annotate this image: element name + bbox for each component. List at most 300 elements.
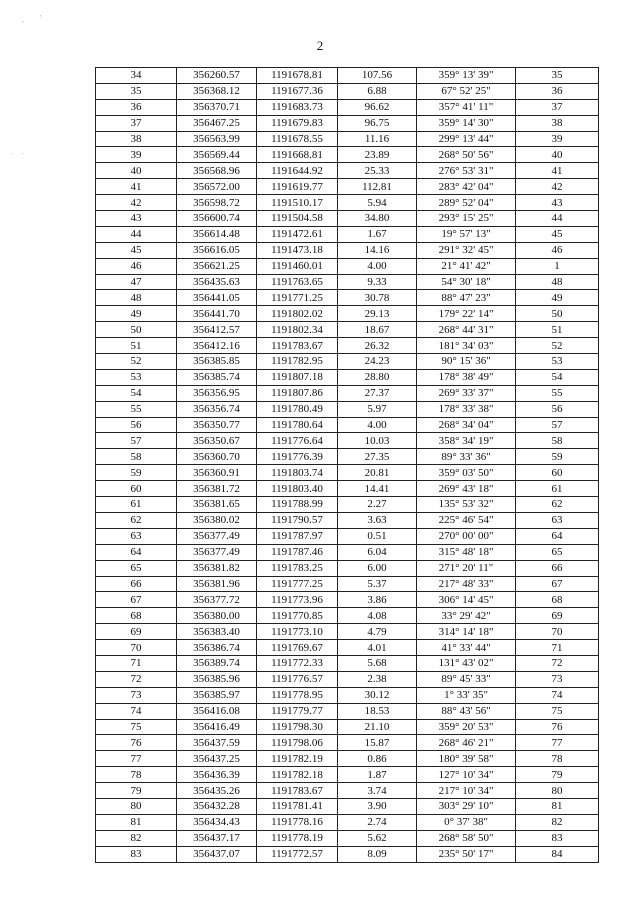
- bearing-cell: 89° 45' 33": [417, 671, 516, 687]
- table-row: [96, 163, 599, 179]
- bearing-cell: 269° 43' 18": [417, 481, 516, 497]
- y-coordinate-cell: 1191778.19: [257, 830, 338, 846]
- point-number-cell: 75: [96, 719, 177, 735]
- next-point-cell: 74: [516, 687, 599, 703]
- y-coordinate-cell: 1191776.57: [257, 671, 338, 687]
- distance-cell: 3.86: [338, 592, 417, 608]
- point-number-cell: 37: [96, 115, 177, 131]
- point-number-cell: 43: [96, 211, 177, 227]
- y-coordinate-cell: 1191798.30: [257, 719, 338, 735]
- y-coordinate-cell: 1191780.49: [257, 401, 338, 417]
- distance-cell: 4.08: [338, 608, 417, 624]
- y-coordinate-cell: 1191807.86: [257, 385, 338, 401]
- distance-cell: 26.32: [338, 338, 417, 354]
- table-row: [96, 814, 599, 830]
- next-point-cell: 45: [516, 226, 599, 242]
- next-point-cell: 37: [516, 99, 599, 115]
- x-coordinate-cell: 356569.44: [177, 147, 257, 163]
- table-row: [96, 179, 599, 195]
- table-row: [96, 449, 599, 465]
- y-coordinate-cell: 1191802.34: [257, 322, 338, 338]
- distance-cell: 2.38: [338, 671, 417, 687]
- bearing-cell: 33° 29' 42": [417, 608, 516, 624]
- y-coordinate-cell: 1191769.67: [257, 640, 338, 656]
- distance-cell: 29.13: [338, 306, 417, 322]
- y-coordinate-cell: 1191772.33: [257, 655, 338, 671]
- next-point-cell: 50: [516, 306, 599, 322]
- next-point-cell: 38: [516, 115, 599, 131]
- point-number-cell: 41: [96, 179, 177, 195]
- distance-cell: 3.74: [338, 783, 417, 799]
- bearing-cell: 131° 43' 02": [417, 655, 516, 671]
- point-number-cell: 44: [96, 226, 177, 242]
- y-coordinate-cell: 1191763.65: [257, 274, 338, 290]
- bearing-cell: 19° 57' 13": [417, 226, 516, 242]
- distance-cell: 18.67: [338, 322, 417, 338]
- point-number-cell: 50: [96, 322, 177, 338]
- table-row: [96, 719, 599, 735]
- x-coordinate-cell: 356377.49: [177, 528, 257, 544]
- table-row: [96, 624, 599, 640]
- point-number-cell: 64: [96, 544, 177, 560]
- next-point-cell: 41: [516, 163, 599, 179]
- bearing-cell: 41° 33' 44": [417, 640, 516, 656]
- point-number-cell: 80: [96, 798, 177, 814]
- point-number-cell: 56: [96, 417, 177, 433]
- x-coordinate-cell: 356568.96: [177, 163, 257, 179]
- next-point-cell: 1: [516, 258, 599, 274]
- bearing-cell: 299° 13' 44": [417, 131, 516, 147]
- table-row: [96, 115, 599, 131]
- bearing-cell: 291° 32' 45": [417, 242, 516, 258]
- y-coordinate-cell: 1191790.57: [257, 512, 338, 528]
- bearing-cell: 179° 22' 14": [417, 306, 516, 322]
- x-coordinate-cell: 356381.72: [177, 481, 257, 497]
- distance-cell: 15.87: [338, 735, 417, 751]
- bearing-cell: 270° 00' 00": [417, 528, 516, 544]
- bearing-cell: 359° 14' 30": [417, 115, 516, 131]
- point-number-cell: 79: [96, 783, 177, 799]
- y-coordinate-cell: 1191783.25: [257, 560, 338, 576]
- y-coordinate-cell: 1191644.92: [257, 163, 338, 179]
- margin-mark: ,: [22, 16, 24, 24]
- distance-cell: 6.88: [338, 83, 417, 99]
- distance-cell: 34.80: [338, 211, 417, 227]
- distance-cell: 10.03: [338, 433, 417, 449]
- x-coordinate-cell: 356441.05: [177, 290, 257, 306]
- point-number-cell: 35: [96, 83, 177, 99]
- point-number-cell: 67: [96, 592, 177, 608]
- x-coordinate-cell: 356437.59: [177, 735, 257, 751]
- x-coordinate-cell: 356616.05: [177, 242, 257, 258]
- y-coordinate-cell: 1191788.99: [257, 497, 338, 513]
- y-coordinate-cell: 1191803.74: [257, 465, 338, 481]
- y-coordinate-cell: 1191787.46: [257, 544, 338, 560]
- table-row: [96, 751, 599, 767]
- x-coordinate-cell: 356437.17: [177, 830, 257, 846]
- table-row: [96, 68, 599, 84]
- table-row: [96, 306, 599, 322]
- table-row: [96, 99, 599, 115]
- distance-cell: 24.23: [338, 354, 417, 370]
- next-point-cell: 44: [516, 211, 599, 227]
- x-coordinate-cell: 356412.16: [177, 338, 257, 354]
- next-point-cell: 73: [516, 671, 599, 687]
- bearing-cell: 293° 15' 25": [417, 211, 516, 227]
- point-number-cell: 81: [96, 814, 177, 830]
- bearing-cell: 178° 38' 49": [417, 369, 516, 385]
- table-row: [96, 338, 599, 354]
- x-coordinate-cell: 356380.02: [177, 512, 257, 528]
- next-point-cell: 79: [516, 767, 599, 783]
- point-number-cell: 74: [96, 703, 177, 719]
- x-coordinate-cell: 356572.00: [177, 179, 257, 195]
- distance-cell: 20.81: [338, 465, 417, 481]
- table-row: [96, 433, 599, 449]
- bearing-cell: 289° 52' 04": [417, 195, 516, 211]
- y-coordinate-cell: 1191776.64: [257, 433, 338, 449]
- distance-cell: 5.94: [338, 195, 417, 211]
- distance-cell: 4.79: [338, 624, 417, 640]
- bearing-cell: 268° 46' 21": [417, 735, 516, 751]
- point-number-cell: 57: [96, 433, 177, 449]
- next-point-cell: 64: [516, 528, 599, 544]
- y-coordinate-cell: 1191619.77: [257, 179, 338, 195]
- bearing-cell: 271° 20' 11": [417, 560, 516, 576]
- table-row: [96, 465, 599, 481]
- y-coordinate-cell: 1191504.58: [257, 211, 338, 227]
- x-coordinate-cell: 356598.72: [177, 195, 257, 211]
- x-coordinate-cell: 356385.85: [177, 354, 257, 370]
- point-number-cell: 46: [96, 258, 177, 274]
- bearing-cell: 88° 47' 23": [417, 290, 516, 306]
- bearing-cell: 88° 43' 56": [417, 703, 516, 719]
- x-coordinate-cell: 356416.49: [177, 719, 257, 735]
- y-coordinate-cell: 1191510.17: [257, 195, 338, 211]
- y-coordinate-cell: 1191787.97: [257, 528, 338, 544]
- next-point-cell: 61: [516, 481, 599, 497]
- y-coordinate-cell: 1191460.01: [257, 258, 338, 274]
- point-number-cell: 40: [96, 163, 177, 179]
- point-number-cell: 66: [96, 576, 177, 592]
- bearing-cell: 268° 50' 56": [417, 147, 516, 163]
- next-point-cell: 78: [516, 751, 599, 767]
- next-point-cell: 60: [516, 465, 599, 481]
- next-point-cell: 63: [516, 512, 599, 528]
- next-point-cell: 77: [516, 735, 599, 751]
- bearing-cell: 0° 37' 38": [417, 814, 516, 830]
- point-number-cell: 61: [96, 497, 177, 513]
- bearing-cell: 357° 41' 11": [417, 99, 516, 115]
- next-point-cell: 72: [516, 655, 599, 671]
- next-point-cell: 36: [516, 83, 599, 99]
- y-coordinate-cell: 1191677.36: [257, 83, 338, 99]
- point-number-cell: 60: [96, 481, 177, 497]
- distance-cell: 6.04: [338, 544, 417, 560]
- table-row: [96, 655, 599, 671]
- next-point-cell: 68: [516, 592, 599, 608]
- bearing-cell: 306° 14' 45": [417, 592, 516, 608]
- distance-cell: 8.09: [338, 846, 417, 862]
- x-coordinate-cell: 356386.74: [177, 640, 257, 656]
- y-coordinate-cell: 1191772.57: [257, 846, 338, 862]
- point-number-cell: 34: [96, 68, 177, 84]
- point-number-cell: 77: [96, 751, 177, 767]
- x-coordinate-cell: 356621.25: [177, 258, 257, 274]
- next-point-cell: 42: [516, 179, 599, 195]
- table-row: [96, 417, 599, 433]
- point-number-cell: 70: [96, 640, 177, 656]
- next-point-cell: 40: [516, 147, 599, 163]
- next-point-cell: 62: [516, 497, 599, 513]
- table-row: [96, 195, 599, 211]
- y-coordinate-cell: 1191803.40: [257, 481, 338, 497]
- table-row: [96, 528, 599, 544]
- y-coordinate-cell: 1191802.02: [257, 306, 338, 322]
- point-number-cell: 82: [96, 830, 177, 846]
- x-coordinate-cell: 356385.96: [177, 671, 257, 687]
- x-coordinate-cell: 356435.63: [177, 274, 257, 290]
- distance-cell: 5.97: [338, 401, 417, 417]
- y-coordinate-cell: 1191798.06: [257, 735, 338, 751]
- bearing-cell: 359° 03' 50": [417, 465, 516, 481]
- next-point-cell: 59: [516, 449, 599, 465]
- next-point-cell: 48: [516, 274, 599, 290]
- margin-mark: ': [40, 14, 42, 22]
- page-number: 2: [316, 38, 324, 53]
- x-coordinate-cell: 356563.99: [177, 131, 257, 147]
- y-coordinate-cell: 1191783.67: [257, 783, 338, 799]
- x-coordinate-cell: 356416.08: [177, 703, 257, 719]
- distance-cell: 112.81: [338, 179, 417, 195]
- distance-cell: 9.33: [338, 274, 417, 290]
- distance-cell: 1.87: [338, 767, 417, 783]
- distance-cell: 5.68: [338, 655, 417, 671]
- x-coordinate-cell: 356381.82: [177, 560, 257, 576]
- x-coordinate-cell: 356434.43: [177, 814, 257, 830]
- x-coordinate-cell: 356412.57: [177, 322, 257, 338]
- x-coordinate-cell: 356360.70: [177, 449, 257, 465]
- x-coordinate-cell: 356385.74: [177, 369, 257, 385]
- x-coordinate-cell: 356614.48: [177, 226, 257, 242]
- table-row: [96, 767, 599, 783]
- y-coordinate-cell: 1191782.18: [257, 767, 338, 783]
- x-coordinate-cell: 356260.57: [177, 68, 257, 84]
- bearing-cell: 67° 52' 25": [417, 83, 516, 99]
- x-coordinate-cell: 356350.67: [177, 433, 257, 449]
- point-number-cell: 68: [96, 608, 177, 624]
- distance-cell: 3.90: [338, 798, 417, 814]
- bearing-cell: 21° 41' 42": [417, 258, 516, 274]
- point-number-cell: 54: [96, 385, 177, 401]
- y-coordinate-cell: 1191776.39: [257, 449, 338, 465]
- distance-cell: 11.16: [338, 131, 417, 147]
- table-row: [96, 369, 599, 385]
- table-row: [96, 497, 599, 513]
- y-coordinate-cell: 1191778.16: [257, 814, 338, 830]
- y-coordinate-cell: 1191770.85: [257, 608, 338, 624]
- y-coordinate-cell: 1191668.81: [257, 147, 338, 163]
- point-number-cell: 71: [96, 655, 177, 671]
- next-point-cell: 83: [516, 830, 599, 846]
- table-row: [96, 401, 599, 417]
- y-coordinate-cell: 1191472.61: [257, 226, 338, 242]
- x-coordinate-cell: 356435.26: [177, 783, 257, 799]
- table-row: [96, 798, 599, 814]
- table-row: [96, 274, 599, 290]
- distance-cell: 6.00: [338, 560, 417, 576]
- next-point-cell: 58: [516, 433, 599, 449]
- bearing-cell: 269° 33' 37": [417, 385, 516, 401]
- table-row: [96, 671, 599, 687]
- bearing-cell: 315° 48' 18": [417, 544, 516, 560]
- table-row: [96, 783, 599, 799]
- next-point-cell: 65: [516, 544, 599, 560]
- table-row: [96, 576, 599, 592]
- y-coordinate-cell: 1191807.18: [257, 369, 338, 385]
- bearing-cell: 178° 33' 38": [417, 401, 516, 417]
- coordinates-table: [95, 67, 599, 863]
- distance-cell: 23.89: [338, 147, 417, 163]
- y-coordinate-cell: 1191782.19: [257, 751, 338, 767]
- table-row: [96, 322, 599, 338]
- point-number-cell: 76: [96, 735, 177, 751]
- table-row: [96, 211, 599, 227]
- table-row: [96, 242, 599, 258]
- distance-cell: 107.56: [338, 68, 417, 84]
- coordinates-table-body: [96, 68, 599, 863]
- bearing-cell: 235° 50' 17": [417, 846, 516, 862]
- table-row: [96, 385, 599, 401]
- next-point-cell: 56: [516, 401, 599, 417]
- next-point-cell: 57: [516, 417, 599, 433]
- point-number-cell: 69: [96, 624, 177, 640]
- table-row: [96, 481, 599, 497]
- bearing-cell: 181° 34' 03": [417, 338, 516, 354]
- bearing-cell: 268° 58' 50": [417, 830, 516, 846]
- y-coordinate-cell: 1191473.18: [257, 242, 338, 258]
- table-row: [96, 846, 599, 862]
- bearing-cell: 127° 10' 34": [417, 767, 516, 783]
- x-coordinate-cell: 356356.74: [177, 401, 257, 417]
- x-coordinate-cell: 356380.00: [177, 608, 257, 624]
- y-coordinate-cell: 1191777.25: [257, 576, 338, 592]
- next-point-cell: 81: [516, 798, 599, 814]
- bearing-cell: 217° 10' 34": [417, 783, 516, 799]
- next-point-cell: 76: [516, 719, 599, 735]
- bearing-cell: 359° 20' 53": [417, 719, 516, 735]
- point-number-cell: 73: [96, 687, 177, 703]
- distance-cell: 4.01: [338, 640, 417, 656]
- next-point-cell: 54: [516, 369, 599, 385]
- table-row: [96, 131, 599, 147]
- point-number-cell: 65: [96, 560, 177, 576]
- next-point-cell: 39: [516, 131, 599, 147]
- margin-mark: .: [12, 148, 14, 156]
- distance-cell: 27.35: [338, 449, 417, 465]
- y-coordinate-cell: 1191679.83: [257, 115, 338, 131]
- next-point-cell: 51: [516, 322, 599, 338]
- bearing-cell: 276° 53' 31": [417, 163, 516, 179]
- point-number-cell: 38: [96, 131, 177, 147]
- table-row: [96, 830, 599, 846]
- margin-mark: .: [22, 148, 24, 156]
- bearing-cell: 268° 44' 31": [417, 322, 516, 338]
- next-point-cell: 35: [516, 68, 599, 84]
- point-number-cell: 52: [96, 354, 177, 370]
- y-coordinate-cell: 1191780.64: [257, 417, 338, 433]
- bearing-cell: 358° 34' 19": [417, 433, 516, 449]
- y-coordinate-cell: 1191678.55: [257, 131, 338, 147]
- table-row: [96, 83, 599, 99]
- y-coordinate-cell: 1191778.95: [257, 687, 338, 703]
- x-coordinate-cell: 356437.07: [177, 846, 257, 862]
- next-point-cell: 75: [516, 703, 599, 719]
- table-row: [96, 544, 599, 560]
- table-row: [96, 226, 599, 242]
- point-number-cell: 47: [96, 274, 177, 290]
- point-number-cell: 51: [96, 338, 177, 354]
- y-coordinate-cell: 1191773.96: [257, 592, 338, 608]
- point-number-cell: 36: [96, 99, 177, 115]
- x-coordinate-cell: 356381.96: [177, 576, 257, 592]
- distance-cell: 18.53: [338, 703, 417, 719]
- y-coordinate-cell: 1191678.81: [257, 68, 338, 84]
- next-point-cell: 46: [516, 242, 599, 258]
- next-point-cell: 67: [516, 576, 599, 592]
- distance-cell: 2.27: [338, 497, 417, 513]
- distance-cell: 27.37: [338, 385, 417, 401]
- bearing-cell: 180° 39' 58": [417, 751, 516, 767]
- x-coordinate-cell: 356467.25: [177, 115, 257, 131]
- next-point-cell: 69: [516, 608, 599, 624]
- distance-cell: 4.00: [338, 417, 417, 433]
- y-coordinate-cell: 1191771.25: [257, 290, 338, 306]
- next-point-cell: 43: [516, 195, 599, 211]
- bearing-cell: 225° 46' 54": [417, 512, 516, 528]
- next-point-cell: 52: [516, 338, 599, 354]
- table-row: [96, 703, 599, 719]
- distance-cell: 2.74: [338, 814, 417, 830]
- distance-cell: 5.62: [338, 830, 417, 846]
- point-number-cell: 49: [96, 306, 177, 322]
- x-coordinate-cell: 356360.91: [177, 465, 257, 481]
- point-number-cell: 48: [96, 290, 177, 306]
- bearing-cell: 135° 53' 32": [417, 497, 516, 513]
- point-number-cell: 45: [96, 242, 177, 258]
- next-point-cell: 71: [516, 640, 599, 656]
- point-number-cell: 42: [96, 195, 177, 211]
- next-point-cell: 70: [516, 624, 599, 640]
- distance-cell: 4.00: [338, 258, 417, 274]
- x-coordinate-cell: 356432.28: [177, 798, 257, 814]
- table-row: [96, 290, 599, 306]
- bearing-cell: 314° 14' 18": [417, 624, 516, 640]
- next-point-cell: 80: [516, 783, 599, 799]
- point-number-cell: 72: [96, 671, 177, 687]
- table-row: [96, 512, 599, 528]
- x-coordinate-cell: 356368.12: [177, 83, 257, 99]
- point-number-cell: 55: [96, 401, 177, 417]
- next-point-cell: 66: [516, 560, 599, 576]
- table-row: [96, 640, 599, 656]
- distance-cell: 28.80: [338, 369, 417, 385]
- distance-cell: 0.51: [338, 528, 417, 544]
- distance-cell: 30.12: [338, 687, 417, 703]
- y-coordinate-cell: 1191683.73: [257, 99, 338, 115]
- table-row: [96, 592, 599, 608]
- x-coordinate-cell: 356385.97: [177, 687, 257, 703]
